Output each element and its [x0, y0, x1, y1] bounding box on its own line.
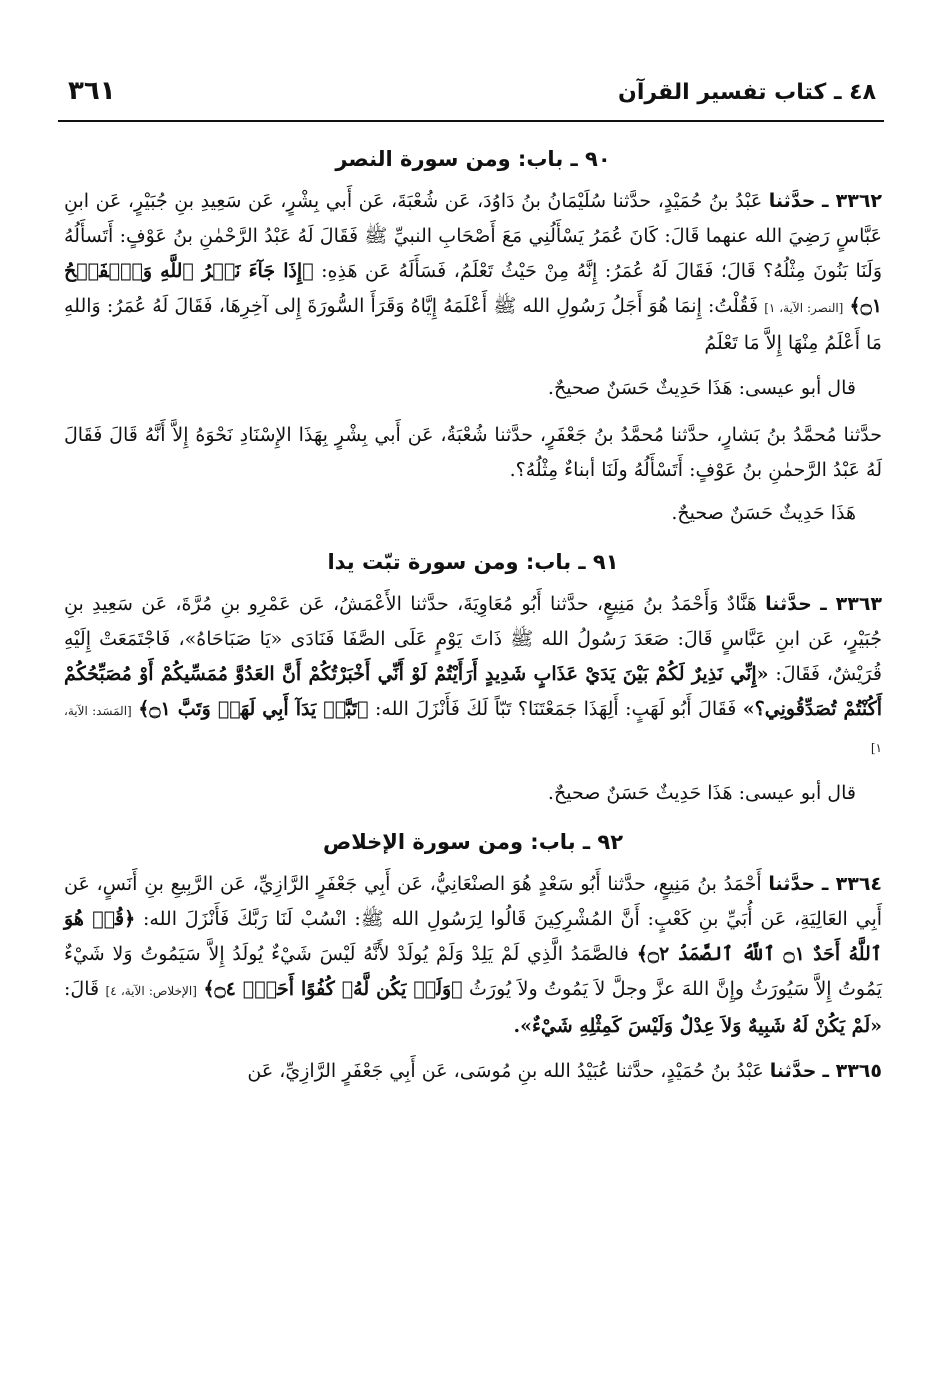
hadith-text: فَقَالَ أَبُو لَهَبٍ: أَلِهَذَا جَمَعْتَنَا؟ تَبّاً لَكَ فَأَنْزَلَ الله: — [375, 698, 737, 720]
hadith-text: عَبْدُ بنُ حُمَيْدٍ، حدَّثنا سُلَيْمَانُ بنُ دَاوُدَ، عَن شُعْبَةَ، عَن أَبي بِشْرٍ، عَن سَعِيدِ بنِ جُبَيْرٍ، عَن ابنِ عَبَّاسٍ رَضِيَ الله عنهما قَالَ: كَانَ عُمَرُ يَسْأَلُنِي مَعَ أَصْحَابِ النبيِّ ﷺ فَقَالَ لَهُ عَبْدُ الرَّحْمٰنِ بنُ عَوْفٍ: أَتَسأَلُهُ وَلَنَا بَنُونَ مِثْلُهُ؟ قَالَ؛ فَقَالَ لَهُ عُمَرُ: إِنَّهُ مِنْ حَيْثُ تَعْلَمُ، فَسَأَلَهُ عَن هَذِهِ: — [64, 190, 882, 282]
verse-reference: [المَسَد: الآية، ١] — [64, 704, 882, 755]
page-header — [58, 70, 884, 122]
hadith-lead: حدَّثنا — [768, 873, 816, 895]
hadith-text: هَنَّادٌ وَأَحْمَدُ بنُ مَنِيعٍ، حدَّثنا أَبُو مُعَاوِيَةَ، حدَّثنا الأَعْمَشُ، عَن عَمْرِو بنِ مُرَّةَ، عَن سَعِيدِ بنِ جُبَيْرٍ، عَن ابنِ عَبَّاسٍ قَالَ: صَعَدَ رَسُولُ الله ﷺ ذَاتَ يَوْمٍ عَلَى الصَّفَا فَنَادَى «يَا صَبَاحَاهُ»، فَاجْتَمَعَتْ إِلَيْهِ قُرَيْشٌ، فَقَالَ: — [64, 593, 882, 685]
hadith-lead: حدَّثنا — [768, 190, 816, 212]
quran-verse: ﴿إِذَا جَآءَ نَصۡرُ ٱللَّهِ وَٱلۡفَتۡحُ ۝١﴾ — [64, 260, 883, 317]
hadith-3364 — [64, 867, 882, 1044]
page-number: ٣٦١ — [68, 76, 116, 106]
hadith-3363 — [64, 587, 882, 766]
chapter-heading-90: ٩٠ ـ باب: ومن سورة النصر — [335, 147, 611, 171]
hadith-text: عَبْدُ بنُ حُمَيْدٍ، حدَّثنا عُبَيْدُ الله بنِ مُوسَى، عَن أَبِي جَعْفَرٍ الرَّازِيِّ، عَن — [247, 1060, 764, 1082]
grading-note: هَذَا حَدِيثٌ حَسَنٌ صحيحٌ. — [671, 502, 856, 524]
isnad-paragraph: حدَّثنا مُحمَّدُ بنُ بَشارٍ، حدَّثنا مُحمَّدُ بنُ جَعْفَرٍ، حدَّثنا شُعْبَةُ، عَن أَبي بِشْرٍ بِهَذَا الإِسْنَادِ نَحْوَهُ إِلاَّ أَنَّهُ قَالَ فَقَالَ لَهُ عَبْدُ الرَّحمٰنِ بنُ عَوْفٍ: أَتَسْأَلُهُ ولَنَا أبناءٌ مِثْلُهُ؟. — [64, 424, 882, 481]
chapter-heading-91: ٩١ ـ باب: ومن سورة تبّت يدا — [327, 550, 619, 574]
grading-note: قال أبو عيسى: هَذَا حَدِيثٌ حَسَنٌ صحيحٌ. — [547, 377, 856, 399]
quran-verse: ﴿تَبَّتۡ يَدَآ أَبِي لَهَبٖ وَتَبَّ ۝١﴾ — [138, 698, 369, 720]
hadith-text: فَقُلْتُ: إِنمَا هُوَ أَجَلُ رَسُولِ الله ﷺ أَعْلَمَهُ إِيَّاهُ وَقَرَأَ السُّورَةَ إِلى آخِرِهَا، فَقَالَ لَهُ عُمَرُ: وَاللهِ مَا أَعْلَمُ مِنْهَا إِلاَّ مَا تَعْلَمُ — [64, 295, 882, 354]
hadith-text: أَحْمَدُ بنُ مَنِيعٍ، حدَّثنا أَبُو سَعْدٍ هُوَ الصنْعَانِيُّ، عَن أَبِي جَعْفَرٍ الرَّازِيِّ، عَن الرَّبِيعِ بنِ أَنَسٍ، عَن أَبِي العَالِيَةِ، عَن أُبَيِّ بنِ كَعْبٍ: أَنَّ المُشْرِكِينَ قَالُوا لِرَسُولِ الله ﷺ: انْسُبْ لَنَا رَبَّكَ فَأَنْزَلَ الله: — [64, 873, 883, 930]
quran-verse: ﴿قُلۡ هُوَ ٱللَّهُ أَحَدٌ ۝١ ٱللَّهُ ٱلصَّمَدُ ۝٢﴾ — [64, 908, 882, 965]
hadith-text: فالصَّمَدُ الَّذِي لَمْ يَلِدْ وَلَمْ يُولَدْ لأَنَّهُ لَيْسَ شَيْءٌ يُولَدُ إِلاَّ سَيَمُوتُ وَلا شَيْءٌ يَمُوتُ إِلاَّ سَيُورَثُ وإِنَّ اللهَ عزَّ وجلَّ لاَ يَمُوتُ ولاَ يُورَثُ — [64, 943, 882, 1000]
grading-note: قال أبو عيسى: هَذَا حَدِيثٌ حَسَنٌ صحيحٌ. — [547, 782, 856, 804]
hadith-3362 — [64, 184, 882, 361]
verse-reference: [النصر: الآية، ١] — [764, 301, 844, 315]
hadith-number: ٣٣٦٣ ـ — [820, 593, 883, 615]
hadith-3365 — [64, 1054, 882, 1089]
prophetic-saying: «لَمْ يَكُنْ لَهُ شَبِيهٌ وَلاَ عِدْلٌ وَلَيْسَ كَمِثْلِهِ شَيْءٌ». — [513, 1015, 882, 1037]
quran-verse: ﴿وَلَمۡ يَكُن لَّهُۥ كُفُوًا أَحَدُۢ ۝٤﴾ — [203, 978, 463, 1000]
hadith-lead: حدَّثنا — [765, 593, 812, 615]
chapter-heading-92: ٩٢ ـ باب: ومن سورة الإخلاص — [322, 830, 624, 854]
prophetic-saying: «إِنِّي نَذِيرٌ لَكُمْ بَيْنَ يَدَيْ عَذَابٍ شَدِيدٍ أَرَأَيْتُمْ لَوْ أَنِّي أَخْبَرْتُكُمْ أَنَّ العَدُوَّ مُمَسِّيكُمْ أَوْ مُصَبِّحُكُمْ أَكُنْتُمْ تُصَدِّقُونِي؟» — [64, 663, 882, 720]
verse-reference: [الإخلاص: الآية، ٤] — [105, 984, 197, 998]
running-title: ٤٨ ـ كتاب تفسير القرآن — [618, 80, 876, 105]
hadith-lead: حدَّثنا — [769, 1060, 817, 1082]
hadith-number: ٣٣٦٥ ـ — [822, 1060, 882, 1082]
hadith-number: ٣٣٦٤ ـ — [821, 873, 883, 895]
page-content — [64, 138, 882, 1099]
hadith-text: قَالَ: — [64, 978, 100, 1000]
hadith-number: ٣٣٦٢ ـ — [822, 190, 883, 212]
